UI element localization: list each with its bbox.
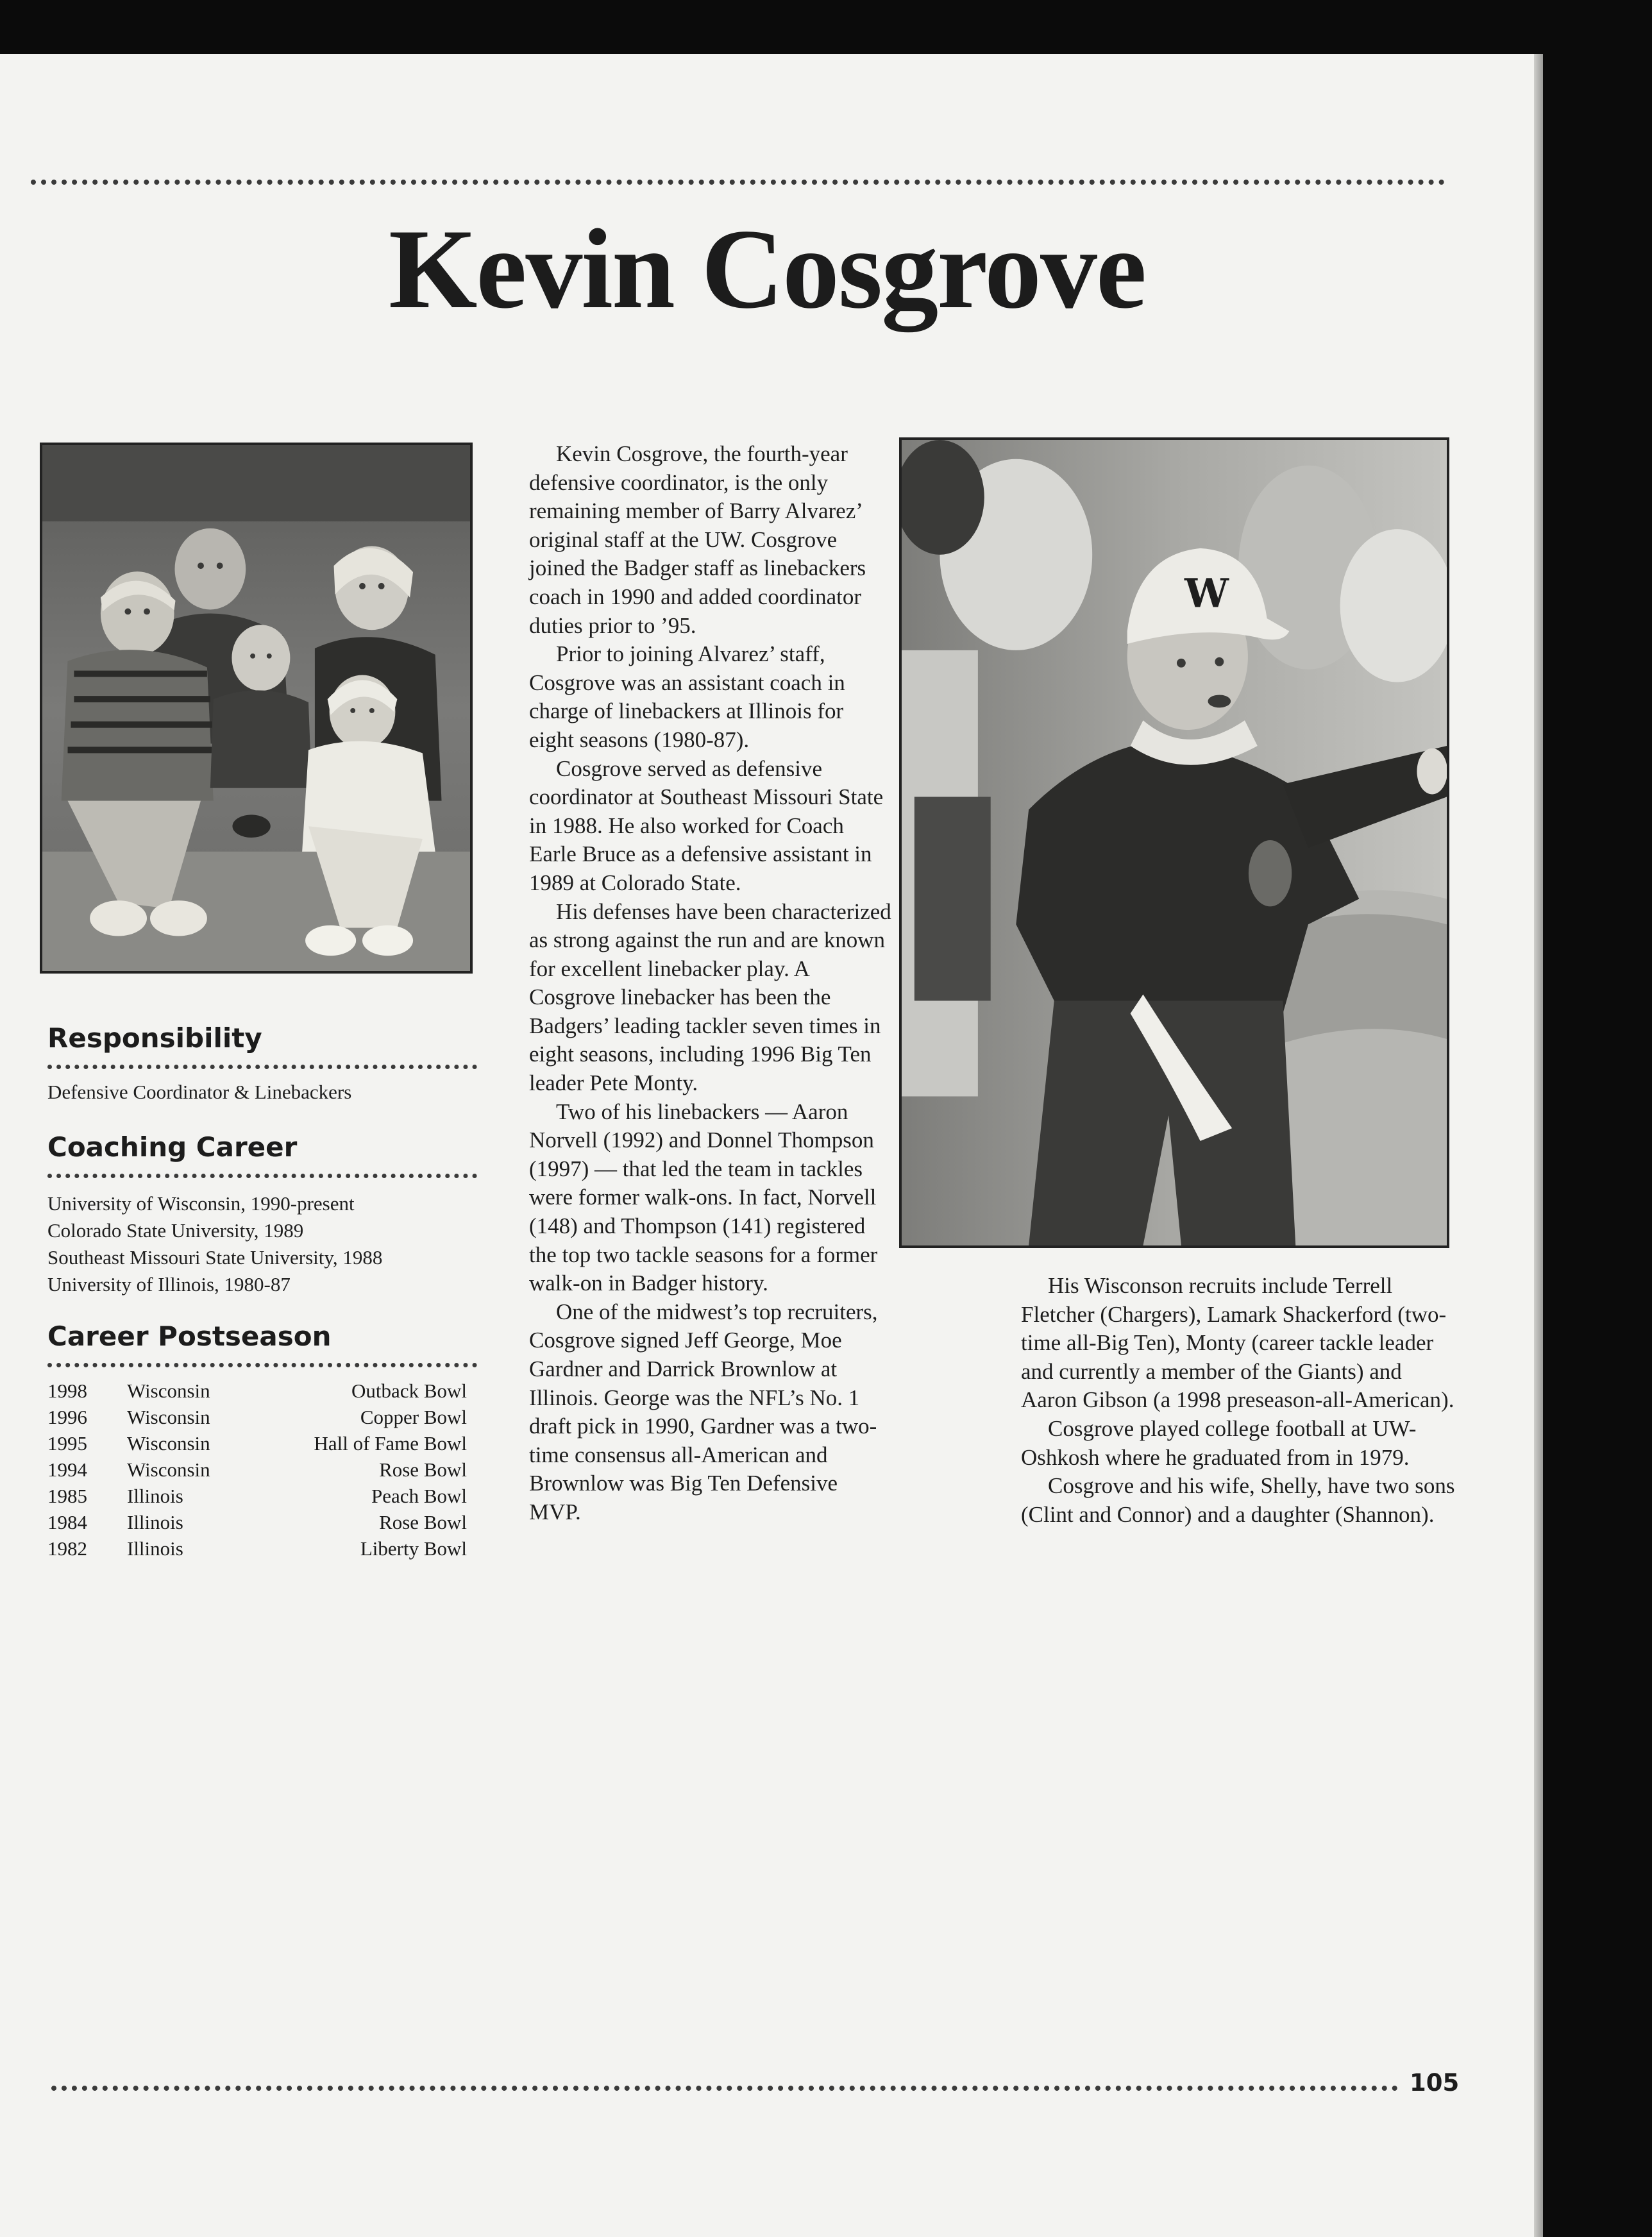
cap-logo: W xyxy=(1184,570,1229,617)
bio-column-1 xyxy=(529,440,893,1527)
page-edge xyxy=(1534,54,1543,2237)
career-postseason-heading: Career Postseason xyxy=(47,1321,332,1352)
bowl-team: Wisconsin xyxy=(127,1458,210,1481)
family-photo xyxy=(40,443,473,974)
postseason-table xyxy=(47,1378,467,1562)
bowl-name: Peach Bowl xyxy=(371,1485,467,1507)
bowl-team: Wisconsin xyxy=(127,1406,210,1428)
table-row xyxy=(47,1378,467,1404)
table-row xyxy=(47,1509,467,1535)
responsibility-heading: Responsibility xyxy=(47,1022,262,1054)
bio-paragraph: Prior to joining Alvarez’ staff, Cosgrove was an assistant coach in charge of linebackers at Illinois for eight seasons (1980-87). xyxy=(529,641,845,752)
bowl-team: Wisconsin xyxy=(127,1432,210,1455)
bio-paragraph: One of the midwest’s top recruiters, Cosgrove signed Jeff George, Moe Gardner and Darrick Brownlow at Illinois. George was the NFL’s No. 1 draft pick in 1990, Gardner was a two-time consensus all-American and Brownlow was Big Ten Defensive MVP. xyxy=(529,1299,878,1524)
table-row xyxy=(47,1430,467,1456)
bowl-name: Hall of Fame Bowl xyxy=(314,1432,467,1455)
bowl-team: Illinois xyxy=(127,1537,183,1560)
coaching-career-item: Colorado State University, 1989 xyxy=(47,1219,304,1242)
bowl-name: Outback Bowl xyxy=(351,1380,467,1402)
sideline-photo xyxy=(899,437,1449,1248)
bowl-name: Rose Bowl xyxy=(379,1511,467,1533)
bowl-year: 1996 xyxy=(47,1406,87,1428)
bio-paragraph: Cosgrove played college football at UW-Oshkosh where he graduated from in 1979. xyxy=(1021,1415,1417,1470)
table-row xyxy=(47,1404,467,1430)
bowl-year: 1982 xyxy=(47,1537,87,1560)
bio-paragraph: His defenses have been characterized as strong against the run and are known for excellent linebacker play. A Cosgrove linebacker has been the Badgers’ leading tackler seven times in eight seasons, including 1996 Big Ten leader Pete Monty. xyxy=(529,899,891,1096)
bowl-year: 1995 xyxy=(47,1432,87,1455)
bowl-team: Illinois xyxy=(127,1485,183,1507)
bio-paragraph: Cosgrove and his wife, Shelly, have two sons (Clint and Connor) and a daughter (Shannon). xyxy=(1021,1473,1455,1527)
bowl-name: Copper Bowl xyxy=(360,1406,467,1428)
bowl-team: Wisconsin xyxy=(127,1380,210,1402)
career-postseason-rule xyxy=(47,1363,477,1367)
coaching-career-item: University of Wisconsin, 1990-present xyxy=(47,1192,355,1215)
bowl-year: 1994 xyxy=(47,1458,87,1481)
bio-paragraph: Two of his linebackers — Aaron Norvell (1992) and Donnel Thompson (1997) — that led the team in tackles were former walk-ons. In fact, Norvell (148) and Thompson (141) registered the top two tackle seasons for a former walk-on in Badger history. xyxy=(529,1099,878,1296)
coaching-career-list xyxy=(47,1190,382,1298)
responsibility-text: Defensive Coordinator & Linebackers xyxy=(47,1081,352,1103)
bowl-name: Liberty Bowl xyxy=(360,1537,467,1560)
coaching-career-item: Southeast Missouri State University, 1988 xyxy=(47,1246,383,1269)
bottom-dotted-rule xyxy=(51,2086,1398,2091)
bowl-year: 1998 xyxy=(47,1380,87,1402)
top-dotted-rule xyxy=(31,180,1445,185)
page-number: 105 xyxy=(1410,2069,1460,2097)
bio-column-2 xyxy=(1021,1272,1457,1529)
bowl-year: 1985 xyxy=(47,1485,87,1507)
bowl-team: Illinois xyxy=(127,1511,183,1533)
bio-paragraph: Cosgrove served as defensive coordinator at Southeast Missouri State in 1988. He also worked for Coach Earle Bruce as a defensive assistant in 1989 at Colorado State. xyxy=(529,756,884,895)
coaching-career-rule xyxy=(47,1174,477,1178)
table-row xyxy=(47,1483,467,1509)
page-title: Kevin Cosgrove xyxy=(388,205,1146,332)
table-row xyxy=(47,1535,467,1562)
coaching-career-heading: Coaching Career xyxy=(47,1131,298,1163)
bio-paragraph: His Wisconson recruits include Terrell Fletcher (Chargers), Lamark Shackerford (two-time all-Big Ten), Monty (career tackle leader and currently a member of the Giants) and Aaron Gibson (a 1998 preseason-all-American). xyxy=(1021,1273,1454,1413)
table-row xyxy=(47,1456,467,1483)
bio-paragraph: Kevin Cosgrove, the fourth-year defensive coordinator, is the only remaining member of Barry Alvarez’ original staff at the UW. Cosgrove joined the Badger staff as linebackers coach in 1990 and added coordinator duties prior to ’95. xyxy=(529,441,866,638)
bowl-year: 1984 xyxy=(47,1511,87,1533)
coaching-career-item: University of Illinois, 1980-87 xyxy=(47,1273,291,1296)
responsibility-rule xyxy=(47,1065,477,1069)
bowl-name: Rose Bowl xyxy=(379,1458,467,1481)
